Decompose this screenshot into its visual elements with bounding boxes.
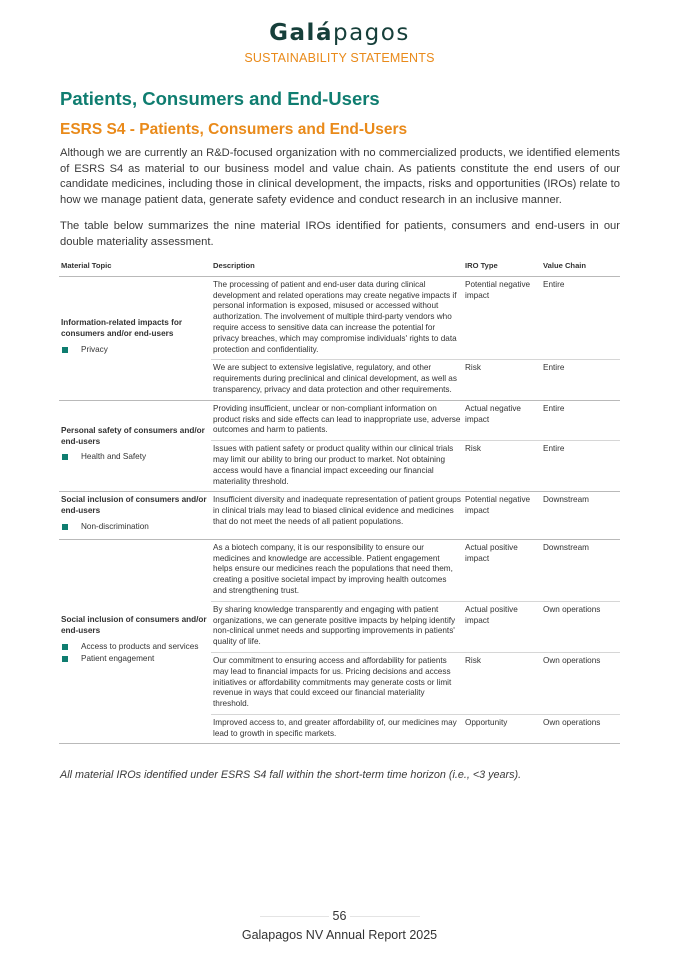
bullet-square-icon xyxy=(62,347,68,353)
table-intro-paragraph: The table below summarizes the nine material IROs identified for patients, consumers and end-users in our double materiality assessment. xyxy=(60,220,620,248)
topic-cell xyxy=(59,492,211,539)
table-row xyxy=(59,539,620,601)
description-cell: We are subject to extensive legislative, regulatory, and other requirements during preclinical and clinical development, as well as transparency, privacy and data protection and other requirements. xyxy=(211,360,463,400)
subtopic-list xyxy=(61,452,209,463)
subtopic-item xyxy=(61,345,209,356)
report-title-footer: Galapagos NV Annual Report 2025 xyxy=(241,928,438,942)
iro-type-cell: Actual positive impact xyxy=(463,539,541,601)
iro-type-cell: Potential negative impact xyxy=(463,492,541,539)
value-chain-cell: Own operations xyxy=(541,601,620,652)
table-row xyxy=(59,400,620,440)
iro-type-cell: Actual positive impact xyxy=(463,601,541,652)
header-material-topic: Material Topic xyxy=(59,258,211,276)
logo-text-light: pagos xyxy=(332,20,410,46)
value-chain-cell: Downstream xyxy=(541,539,620,601)
logo-text-bold: Galá xyxy=(269,20,333,46)
subtopic-item xyxy=(61,642,209,653)
subtopic-list xyxy=(61,522,209,533)
description-cell: Insufficient diversity and inadequate representation of patient groups in clinical trials may lead to biased clinical evidence and medicines that do not meet the needs of all patient populations. xyxy=(211,492,463,539)
table-row xyxy=(59,492,620,539)
iro-type-cell: Actual negative impact xyxy=(463,400,541,440)
page-number-text: 56 xyxy=(329,909,351,923)
subtopic-label: Health and Safety xyxy=(81,452,147,462)
description-cell: Our commitment to ensuring access and affordability for patients may lead to financial impacts for us. Pricing decisions and access initiatives or affordability commitments may generate costs or limit revenue in ways that could exceed our financial materiality threshold. xyxy=(211,652,463,714)
topic-cell xyxy=(59,276,211,400)
topic-title: Personal safety of consumers and/or end-users xyxy=(61,425,205,446)
description-cell: The processing of patient and end-user data during clinical development and related operations may create negative impacts if personal information is exposed, misused or accessed without authorization. The involvement of multiple third-party vendors who require access to sensitive data can increase the potential for privacy breaches, which may compromise individuals' rights to data protection and confidentiality. xyxy=(211,276,463,360)
table-header-row xyxy=(59,258,620,276)
iro-type-cell: Risk xyxy=(463,652,541,714)
subtopic-label: Privacy xyxy=(81,344,108,354)
iro-table xyxy=(59,258,620,744)
header-description: Description xyxy=(211,258,463,276)
header-value-chain: Value Chain xyxy=(541,258,620,276)
topic-cell xyxy=(59,400,211,492)
bullet-square-icon xyxy=(62,656,68,662)
topic-title: Social inclusion of consumers and/or end-users xyxy=(61,615,207,635)
topic-title: Social inclusion of consumers and/or end-users xyxy=(61,495,207,516)
subtopic-list xyxy=(61,642,209,666)
value-chain-cell: Entire xyxy=(541,441,620,492)
section-label: SUSTAINABILITY STATEMENTS xyxy=(244,51,435,65)
iro-type-cell: Risk xyxy=(463,441,541,492)
header-iro-type: IRO Type xyxy=(463,258,541,276)
subtopic-list xyxy=(61,345,209,356)
company-logo xyxy=(0,19,679,47)
description-cell: As a biotech company, it is our responsibility to ensure our medicines and knowledge are accessible. Patient engagement helps ensure our medicines reach the populations that need them, creating a positive societal impact by improving health outcomes and strengthening trust. xyxy=(211,539,463,601)
page-title: Patients, Consumers and End-Users xyxy=(60,88,380,109)
bullet-square-icon xyxy=(62,524,68,530)
description-cell: Providing insufficient, unclear or non-compliant information on product risks and side effects can lead to inappropriate use, adverse outcomes and harm to patients. xyxy=(211,400,463,440)
page-number xyxy=(0,909,679,923)
value-chain-cell: Own operations xyxy=(541,714,620,744)
value-chain-cell: Entire xyxy=(541,400,620,440)
iro-type-cell: Potential negative impact xyxy=(463,276,541,360)
value-chain-cell: Downstream xyxy=(541,492,620,539)
topic-title: Information-related impacts for consumers and/or end-users xyxy=(61,318,183,338)
bullet-square-icon xyxy=(62,454,68,460)
iro-type-cell: Risk xyxy=(463,360,541,400)
table-row xyxy=(59,276,620,360)
page-subtitle: ESRS S4 - Patients, Consumers and End-Users xyxy=(60,121,408,138)
value-chain-cell: Entire xyxy=(541,276,620,360)
intro-paragraph: Although we are currently an R&D-focused organization with no commercialized products, we identified elements of ESRS S4 as material to our business model and value chain. As patients constitute the end users of our candidate medicines, including those in clinical development, the impacts, risks and opportunities (IROs) relate to how we manage patient data, generate safety evidence and conduct research in an inclusive manner. xyxy=(60,147,620,206)
topic-cell xyxy=(59,539,211,744)
subtopic-label: Access to products and services xyxy=(81,641,199,651)
footnote: All material IROs identified under ESRS S4 fall within the short-term time horizon (i.e., <3 years). xyxy=(60,769,522,781)
subtopic-item xyxy=(61,654,209,665)
subtopic-item xyxy=(61,452,209,463)
bullet-square-icon xyxy=(62,644,68,650)
description-cell: By sharing knowledge transparently and engaging with patient organizations, we can generate positive impacts by helping identify non-clinical unmet needs and supporting improvements in patients' quality of life. xyxy=(211,601,463,652)
subtopic-label: Non-discrimination xyxy=(81,521,149,531)
description-cell: Issues with patient safety or product quality within our clinical trials may limit our ability to bring our product to market. Not obtaining access would have a financial impact exceeding our financial materiality threshold. xyxy=(211,441,463,492)
iro-type-cell: Opportunity xyxy=(463,714,541,744)
value-chain-cell: Entire xyxy=(541,360,620,400)
subtopic-label: Patient engagement xyxy=(81,654,155,664)
description-cell: Improved access to, and greater affordability of, our medicines may lead to growth in specific markets. xyxy=(211,714,463,744)
subtopic-item xyxy=(61,522,209,533)
value-chain-cell: Own operations xyxy=(541,652,620,714)
